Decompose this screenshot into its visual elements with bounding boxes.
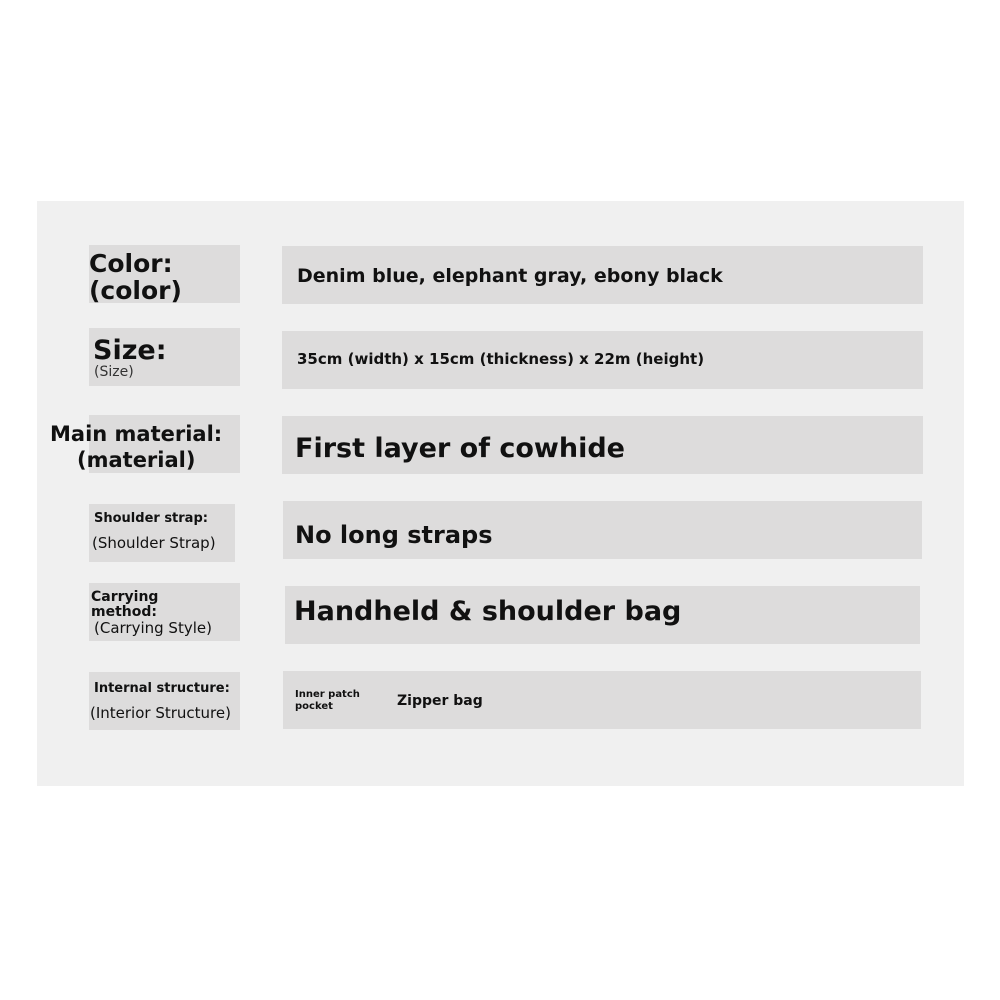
strap-label-sub: (Shoulder Strap) — [92, 534, 216, 552]
color-label: Color: — [89, 249, 173, 278]
interior-value-cell — [283, 671, 921, 729]
interior-value-patch-pocket-line2: pocket — [295, 701, 333, 712]
strap-value: No long straps — [295, 521, 493, 549]
interior-value-zipper-bag: Zipper bag — [397, 693, 483, 709]
color-value: Denim blue, elephant gray, ebony black — [297, 265, 723, 287]
color-label-sub: (color) — [89, 276, 182, 305]
interior-label: Internal structure: — [94, 681, 230, 696]
material-label: Main material: — [50, 422, 223, 446]
size-label-sub: (Size) — [94, 364, 134, 380]
carrying-label-line2: method: — [91, 604, 157, 620]
carrying-value: Handheld & shoulder bag — [294, 596, 682, 627]
strap-label: Shoulder strap: — [94, 511, 208, 526]
interior-value-patch-pocket-line1: Inner patch — [295, 689, 360, 700]
material-value: First layer of cowhide — [295, 433, 625, 464]
size-label: Size: — [93, 335, 167, 366]
size-value: 35cm (width) x 15cm (thickness) x 22m (height) — [297, 350, 705, 368]
material-label-sub: (material) — [77, 448, 196, 472]
interior-label-sub: (Interior Structure) — [90, 704, 231, 722]
carrying-label-line1: Carrying — [91, 589, 159, 605]
carrying-label-sub: (Carrying Style) — [94, 619, 212, 637]
